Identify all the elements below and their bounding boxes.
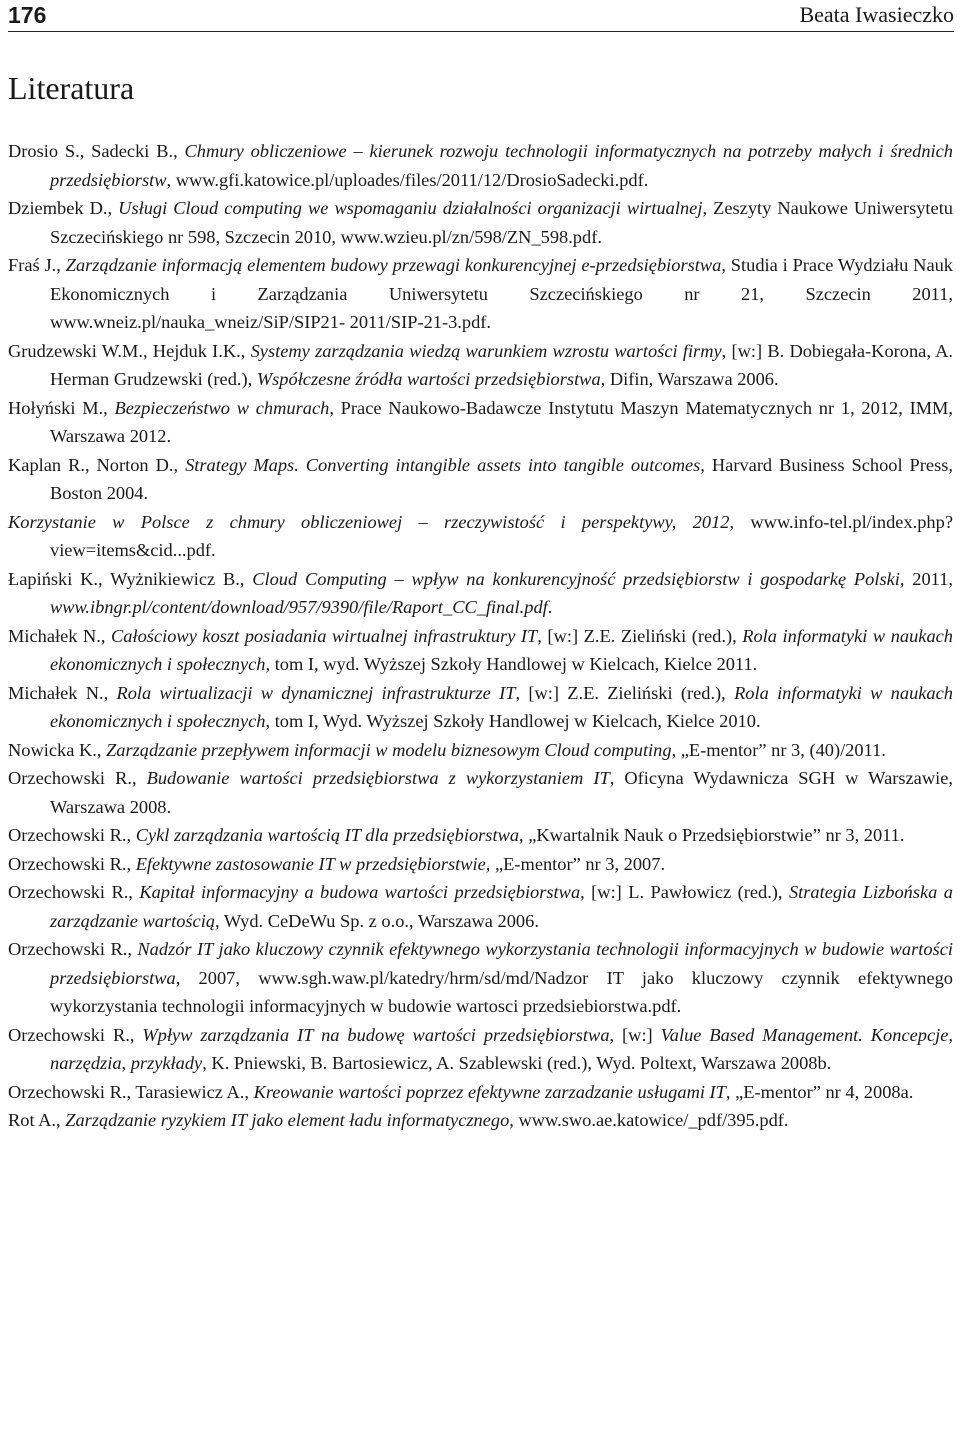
reference-entry [8, 565, 953, 622]
reference-list [8, 137, 953, 1135]
reference-title: Strategia Lizbońska a zarządzanie wartością [50, 882, 953, 931]
reference-title: Współczesne źródła wartości przedsiębiorstwa [256, 369, 601, 389]
reference-text: , www.gfi.katowice.pl/uploades/files/2011/12/DrosioSadecki.pdf. [166, 169, 649, 190]
reference-text: , Oficyna Wydawnicza SGH w Warszawie, Warszawa 2008. [50, 768, 953, 817]
reference-entry [8, 679, 953, 736]
reference-text: Nowicka K., [8, 739, 107, 760]
reference-text: „E-mentor” nr 3, 2007. [490, 853, 666, 874]
reference-text: , [w:] [609, 1024, 661, 1045]
reference-text: Rot A., [8, 1110, 66, 1130]
reference-entry [8, 736, 953, 765]
reference-entry [8, 764, 953, 821]
reference-text: , Prace Naukowo-Badawcze Instytutu Maszyn Matematycznych nr 1, 2012, IMM, Warszawa 2012. [50, 397, 954, 446]
reference-entry [8, 337, 953, 394]
reference-title: Zarządzanie informacją elementem budowy przewagi konkurencyjnej e-przedsiębiorstwa [65, 255, 722, 275]
reference-title: Cloud Computing – wpływ na konkurencyjność przedsiębiorstw i gospodarkę Polski [252, 568, 900, 589]
reference-entry [8, 508, 953, 565]
reference-title: Kreowanie wartości poprzez efektywne zarzadzanie usługami IT [253, 1081, 726, 1102]
reference-title: Cykl zarządzania wartością IT dla przedsiębiorstwa [135, 825, 520, 845]
reference-text: , „E-mentor” nr 3, (40)/2011. [671, 739, 886, 760]
reference-text: , Zeszyty Naukowe Uniwersytetu Szczecińskiego nr 598, Szczecin 2010, www.wzieu.pl/zn/598/ZN_598.pdf. [50, 198, 953, 247]
reference-title: Zarządzanie przepływem informacji w modelu biznesowym Cloud computing [106, 739, 672, 760]
reference-entry [8, 878, 953, 935]
reference-title: Bezpieczeństwo w chmurach [114, 397, 330, 418]
reference-text: , 2007, www.sgh.waw.pl/katedry/hrm/sd/md/Nadzor IT jako kluczowy czynnik efektywnego wykorzystania technologii informacyjnych w budowie wartosci przedsiebiorstwa.pdf. [50, 967, 953, 1016]
reference-text: www.info-tel.pl/index.php?view=items&cid...pdf. [50, 511, 953, 560]
reference-title: Rola informatyki w naukach ekonomicznych i społecznych [50, 625, 953, 674]
reference-text: Orzechowski R., [8, 1024, 143, 1045]
reference-title: Zarządzanie ryzykiem IT jako element ładu informatycznego [65, 1110, 510, 1130]
reference-entry [8, 137, 953, 194]
reference-text: , Difin, Warszawa 2006. [600, 369, 779, 389]
reference-text: , Studia i Prace Wydziału Nauk Ekonomicznych i Zarządzania Uniwersytetu Szczecińskiego nr 21, Szczecin 2011, www.wneiz.pl/nauka_wneiz/SiP/SIP21- 2011/SIP-21-3.pdf. [50, 255, 953, 332]
reference-text: Harvard Business School Press, Boston 2004. [50, 454, 953, 503]
running-head-author: Beata Iwasieczko [799, 2, 954, 27]
reference-entry [8, 394, 953, 451]
reference-text: , tom I, Wyd. Wyższej Szkoły Handlowej w Kielcach, Kielce 2010. [265, 711, 761, 731]
reference-text: , [w:] Z.E. Zieliński (red.), [537, 625, 743, 646]
reference-text: , K. Pniewski, B. Bartosiewicz, A. Szablewski (red.), Wyd. Poltext, Warszawa 2008b. [202, 1053, 832, 1073]
reference-title: Budowanie wartości przedsiębiorstwa z wykorzystaniem IT [146, 768, 610, 788]
reference-title: www.ibngr.pl/content/download/957/9390/file/Raport_CC_final.pdf [50, 597, 548, 617]
reference-title: Nadzór IT jako kluczowy czynnik efektywnego wykorzystania technologii informacyjnych w budowie wartości przedsiębiorstwa [50, 939, 953, 988]
reference-text: , „E-mentor” nr 4, 2008a. [725, 1081, 914, 1102]
reference-text: Drosio S., Sadecki B., [8, 141, 185, 161]
reference-title: Efektywne zastosowanie IT w przedsiębiorstwie, [135, 853, 491, 874]
reference-text: Orzechowski R., [8, 882, 140, 902]
reference-text: Orzechowski R., Tarasiewicz A., [8, 1081, 254, 1102]
reference-entry [8, 935, 953, 1021]
reference-text: , 2011, [899, 568, 953, 589]
reference-entry [8, 821, 953, 850]
reference-text: , „Kwartalnik Nauk o Przedsiębiorstwie” nr 3, 2011. [519, 825, 905, 845]
reference-text: Michałek N., [8, 682, 117, 703]
reference-title: Wpływ zarządzania IT na budowę wartości przedsiębiorstwa [142, 1024, 610, 1045]
reference-text: Grudzewski W.M., Hejduk I.K., [8, 340, 251, 361]
reference-text: , tom I, wyd. Wyższej Szkoły Handlowej w Kielcach, Kielce 2011. [265, 654, 758, 674]
reference-text: Michałek N., [8, 625, 112, 646]
page-header [8, 0, 954, 32]
reference-entry [8, 1106, 953, 1135]
reference-text: . [547, 597, 553, 617]
reference-title: Chmury obliczeniowe – kierunek rozwoju technologii informatycznych na potrzeby małych i średnich przedsiębiorstw [50, 141, 953, 190]
reference-entry [8, 1078, 953, 1107]
reference-text: , [w:] Z.E. Zieliński (red.), [515, 682, 735, 703]
reference-text: , [w:] L. Pawłowicz (red.), [580, 882, 789, 902]
reference-title: Rola wirtualizacji w dynamicznej infrastrukturze IT [116, 682, 516, 703]
section-title: Literatura [8, 70, 135, 106]
reference-text: Łapiński K., Wyżnikiewicz B., [8, 568, 253, 589]
reference-entry [8, 1021, 953, 1078]
reference-title: Systemy zarządzania wiedzą warunkiem wzrostu wartości firmy [250, 340, 722, 361]
reference-text: Orzechowski R., [8, 939, 138, 959]
reference-text: Dziembek D., [8, 198, 119, 218]
reference-entry [8, 622, 953, 679]
reference-text: , [w:] B. Dobiegała-Korona, A. Herman Grudzewski (red.), [50, 340, 954, 389]
reference-title: Korzystanie w Polsce z chmury obliczeniowej – rzeczywistość i perspektywy, 2012, [8, 511, 735, 532]
reference-entry [8, 850, 953, 879]
reference-title: Usługi Cloud computing we wspomaganiu działalności organizacji wirtualnej [118, 198, 703, 218]
reference-title: Value Based Management. Koncepcje, narzędzia, przykłady [50, 1024, 954, 1073]
reference-title: Całościowy koszt posiadania wirtualnej infrastruktury IT [111, 625, 538, 646]
reference-text: , Wyd. CeDeWu Sp. z o.o., Warszawa 2006. [215, 910, 539, 931]
page-number: 176 [8, 2, 47, 28]
reference-title: Kapitał informacyjny a budowa wartości przedsiębiorstwa [139, 882, 581, 902]
reference-title: Strategy Maps. Converting intangible assets into tangible outcomes, [185, 454, 705, 475]
reference-title: Rola informatyki w naukach ekonomicznych i społecznych [50, 682, 953, 731]
reference-text: , www.swo.ae.katowice/_pdf/395.pdf. [509, 1110, 789, 1130]
reference-entry [8, 194, 953, 251]
reference-entry [8, 451, 953, 508]
reference-text: Orzechowski R., [8, 825, 136, 845]
reference-entry [8, 251, 953, 337]
reference-text: Kaplan R., Norton D., [8, 454, 186, 475]
reference-text: Fraś J., [8, 255, 66, 275]
reference-text: Hołyński M., [8, 397, 115, 418]
reference-text: Orzechowski R., [8, 768, 147, 788]
reference-text: Orzechowski R., [8, 853, 136, 874]
